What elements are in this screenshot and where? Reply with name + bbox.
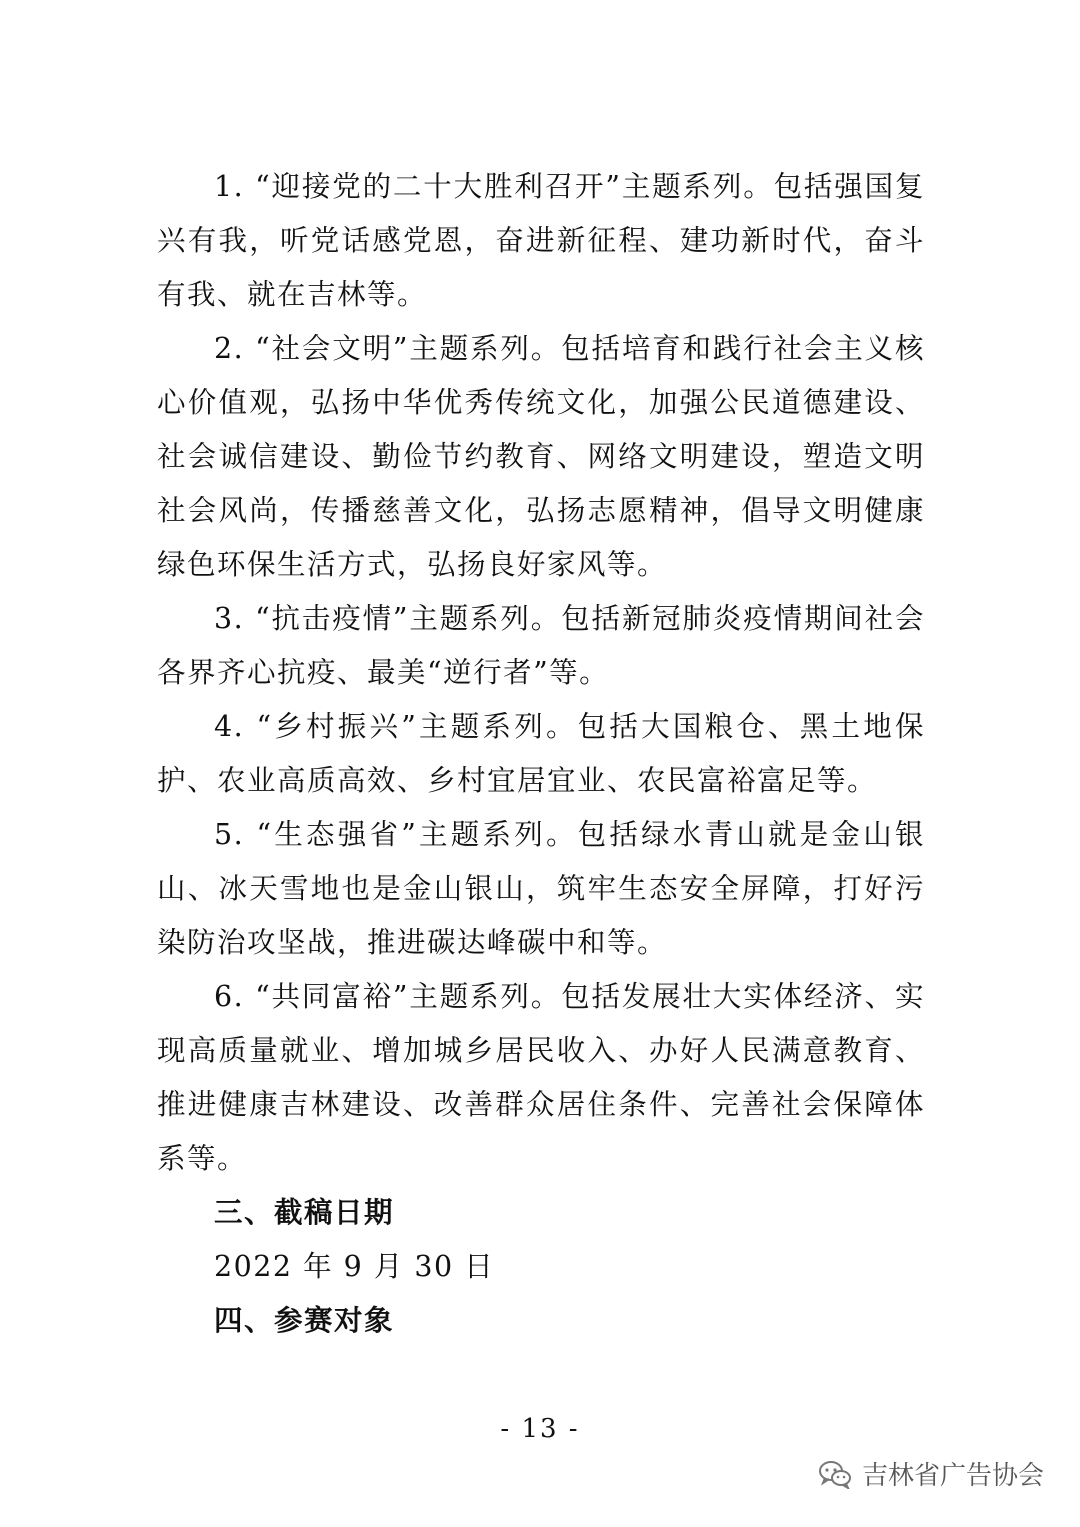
paragraph-theme-3: 3. “抗击疫情”主题系列。包括新冠肺炎疫情期间社会各界齐心抗疫、最美“逆行者”等。 — [157, 602, 925, 689]
paragraph-theme-4: 4. “乡村振兴”主题系列。包括大国粮仓、黑土地保护、农业高质高效、乡村宜居宜业、农民富裕富足等。 — [157, 710, 925, 797]
wechat-icon — [818, 1459, 852, 1489]
section-heading-deadline: 三、截稿日期 — [214, 1196, 395, 1229]
deadline-date: 2022 年 9 月 30 日 — [214, 1250, 495, 1283]
watermark — [818, 1455, 1044, 1492]
paragraph-theme-5: 5. “生态强省”主题系列。包括绿水青山就是金山银山、冰天雪地也是金山银山，筑牢生态安全屏障，打好污染防治攻坚战，推进碳达峰碳中和等。 — [157, 818, 925, 959]
paragraph-theme-1: 1. “迎接党的二十大胜利召开”主题系列。包括强国复兴有我，听党话感党恩，奋进新征程、建功新时代，奋斗有我、就在吉林等。 — [157, 170, 925, 311]
page-number: - 13 - — [500, 1414, 580, 1444]
watermark-text: 吉林省广告协会 — [861, 1461, 1044, 1491]
section-heading-participants: 四、参赛对象 — [214, 1304, 395, 1337]
document-body — [157, 160, 925, 1348]
paragraph-theme-6: 6. “共同富裕”主题系列。包括发展壮大实体经济、实现高质量就业、增加城乡居民收入、办好人民满意教育、推进健康吉林建设、改善群众居住条件、完善社会保障体系等。 — [157, 980, 925, 1175]
paragraph-theme-2: 2. “社会文明”主题系列。包括培育和践行社会主义核心价值观，弘扬中华优秀传统文化，加强公民道德建设、社会诚信建设、勤俭节约教育、网络文明建设，塑造文明社会风尚，传播慈善文化，弘扬志愿精神，倡导文明健康绿色环保生活方式，弘扬良好家风等。 — [157, 332, 925, 581]
